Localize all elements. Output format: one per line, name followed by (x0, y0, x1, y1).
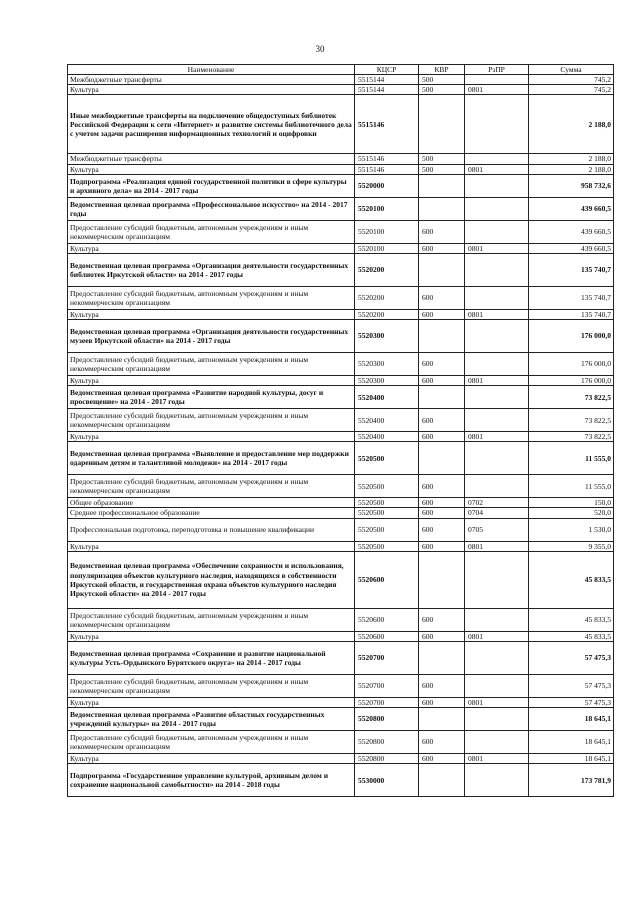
cell-rzpr (465, 608, 529, 631)
cell-kvr: 600 (419, 753, 465, 763)
column-header-name: Наименование (68, 65, 355, 75)
table-row (68, 475, 614, 498)
table-row (68, 697, 614, 707)
cell-kvr: 600 (419, 541, 465, 551)
cell-kvr (419, 551, 465, 608)
cell-kcsr: 5520100 (355, 243, 419, 253)
cell-name: Культура (68, 753, 355, 763)
table-row (68, 197, 614, 220)
cell-name: Иные межбюджетные трансферты на подключение общедоступных библиотек Российской Федерации к сети «Интернет» и развитие системы библиотечного дела с учетом задачи расширения информационных технологий и оцифровки (68, 95, 355, 154)
cell-kcsr: 5530000 (355, 764, 419, 797)
cell-name: Культура (68, 697, 355, 707)
cell-rzpr: 0801 (465, 243, 529, 253)
cell-kcsr: 5520500 (355, 518, 419, 541)
column-header-rzpr: РзПР (465, 65, 529, 75)
cell-kcsr: 5520700 (355, 674, 419, 697)
table-row (68, 764, 614, 797)
table-body (68, 75, 614, 797)
cell-sum: 2 188,0 (529, 164, 614, 174)
cell-kvr (419, 253, 465, 286)
cell-kvr: 500 (419, 75, 465, 85)
cell-sum: 135 740,7 (529, 309, 614, 319)
cell-kvr: 600 (419, 730, 465, 753)
table-row (68, 319, 614, 352)
cell-kvr: 600 (419, 518, 465, 541)
cell-rzpr: 0801 (465, 541, 529, 551)
cell-sum: 520,0 (529, 508, 614, 518)
cell-rzpr (465, 319, 529, 352)
cell-kcsr: 5520800 (355, 707, 419, 730)
cell-rzpr (465, 730, 529, 753)
cell-name: Ведомственная целевая программа «Развитие народной культуры, досуг и просвещение» на 2014 - 2017 годы (68, 386, 355, 409)
cell-kvr: 600 (419, 352, 465, 375)
cell-rzpr (465, 197, 529, 220)
table-row (68, 85, 614, 95)
cell-kvr: 600 (419, 608, 465, 631)
cell-sum: 135 740,7 (529, 253, 614, 286)
cell-rzpr (465, 442, 529, 475)
cell-sum: 2 188,0 (529, 95, 614, 154)
cell-name: Предоставление субсидий бюджетным, автономным учреждениям и иным некоммерческим организациям (68, 730, 355, 753)
table-row (68, 174, 614, 197)
cell-rzpr (465, 764, 529, 797)
cell-kvr: 500 (419, 164, 465, 174)
cell-kcsr: 5520600 (355, 551, 419, 608)
cell-sum: 11 555,0 (529, 475, 614, 498)
cell-sum: 45 833,5 (529, 631, 614, 641)
table-row (68, 243, 614, 253)
cell-sum: 45 833,5 (529, 551, 614, 608)
cell-name: Культура (68, 375, 355, 385)
cell-kvr (419, 319, 465, 352)
cell-name: Культура (68, 541, 355, 551)
table-header (68, 65, 614, 75)
cell-name: Ведомственная целевая программа «Организация деятельности государственных библиотек Иркутской области» на 2014 - 2017 годы (68, 253, 355, 286)
table-header-row (68, 65, 614, 75)
cell-kvr: 500 (419, 85, 465, 95)
table-row (68, 409, 614, 432)
cell-sum: 18 645,1 (529, 753, 614, 763)
cell-kcsr: 5520500 (355, 442, 419, 475)
cell-kvr: 600 (419, 508, 465, 518)
cell-kcsr: 5515146 (355, 95, 419, 154)
table-row (68, 541, 614, 551)
cell-kcsr: 5520800 (355, 730, 419, 753)
table-row (68, 753, 614, 763)
cell-kcsr: 5520200 (355, 309, 419, 319)
cell-sum: 2 188,0 (529, 154, 614, 164)
cell-kcsr: 5520400 (355, 409, 419, 432)
cell-kvr: 600 (419, 409, 465, 432)
cell-kvr: 600 (419, 475, 465, 498)
table-row (68, 432, 614, 442)
table-row (68, 164, 614, 174)
cell-name: Культура (68, 164, 355, 174)
column-header-sum: Сумма (529, 65, 614, 75)
cell-sum: 173 781,9 (529, 764, 614, 797)
cell-rzpr: 0801 (465, 432, 529, 442)
cell-sum: 1 530,0 (529, 518, 614, 541)
table-row (68, 730, 614, 753)
cell-rzpr (465, 551, 529, 608)
page-number: 30 (315, 44, 325, 54)
cell-name: Предоставление субсидий бюджетным, автономным учреждениям и иным некоммерческим организациям (68, 352, 355, 375)
cell-name: Предоставление субсидий бюджетным, автономным учреждениям и иным некоммерческим организациям (68, 286, 355, 309)
cell-kvr (419, 442, 465, 475)
cell-kcsr: 5520100 (355, 197, 419, 220)
cell-kcsr: 5515146 (355, 154, 419, 164)
cell-kvr (419, 197, 465, 220)
table-row (68, 352, 614, 375)
table-row (68, 508, 614, 518)
cell-kcsr: 5520100 (355, 220, 419, 243)
cell-kcsr: 5520400 (355, 432, 419, 442)
cell-rzpr (465, 154, 529, 164)
cell-kcsr: 5515146 (355, 164, 419, 174)
cell-rzpr (465, 707, 529, 730)
cell-sum: 958 732,6 (529, 174, 614, 197)
cell-sum: 18 645,1 (529, 730, 614, 753)
cell-kcsr: 5520600 (355, 631, 419, 641)
cell-kvr: 600 (419, 375, 465, 385)
cell-sum: 18 645,1 (529, 707, 614, 730)
cell-rzpr: 0801 (465, 753, 529, 763)
cell-rzpr (465, 174, 529, 197)
table-row (68, 641, 614, 674)
table-row (68, 498, 614, 508)
cell-sum: 745,2 (529, 85, 614, 95)
cell-kcsr: 5520200 (355, 286, 419, 309)
cell-sum: 73 822,5 (529, 432, 614, 442)
cell-rzpr (465, 475, 529, 498)
cell-sum: 150,0 (529, 498, 614, 508)
cell-rzpr: 0705 (465, 518, 529, 541)
table-row (68, 386, 614, 409)
cell-kcsr: 5520200 (355, 253, 419, 286)
cell-kcsr: 5520500 (355, 508, 419, 518)
cell-kcsr: 5520800 (355, 753, 419, 763)
cell-kvr: 600 (419, 432, 465, 442)
cell-rzpr: 0801 (465, 375, 529, 385)
budget-table (67, 64, 614, 797)
cell-rzpr (465, 386, 529, 409)
cell-kvr: 600 (419, 697, 465, 707)
cell-kvr: 600 (419, 286, 465, 309)
cell-sum: 73 822,5 (529, 409, 614, 432)
cell-sum: 11 555,0 (529, 442, 614, 475)
cell-kvr: 600 (419, 674, 465, 697)
cell-rzpr: 0801 (465, 309, 529, 319)
cell-rzpr (465, 674, 529, 697)
table-row (68, 707, 614, 730)
table-row (68, 286, 614, 309)
cell-name: Межбюджетные трансферты (68, 154, 355, 164)
cell-kcsr: 5520300 (355, 352, 419, 375)
cell-rzpr (465, 220, 529, 243)
cell-kvr (419, 386, 465, 409)
table-row (68, 608, 614, 631)
cell-sum: 176 000,0 (529, 319, 614, 352)
cell-rzpr (465, 352, 529, 375)
cell-kvr: 600 (419, 631, 465, 641)
cell-name: Ведомственная целевая программа «Развитие областных государственных учреждений культуры» на 2014 - 2017 годы (68, 707, 355, 730)
cell-sum: 176 000,0 (529, 352, 614, 375)
cell-kcsr: 5520500 (355, 541, 419, 551)
table-row (68, 518, 614, 541)
cell-name: Культура (68, 432, 355, 442)
cell-rzpr: 0801 (465, 85, 529, 95)
cell-name: Культура (68, 85, 355, 95)
cell-sum: 745,2 (529, 75, 614, 85)
cell-name: Предоставление субсидий бюджетным, автономным учреждениям и иным некоммерческим организациям (68, 409, 355, 432)
cell-kcsr: 5520300 (355, 375, 419, 385)
cell-kvr (419, 707, 465, 730)
cell-name: Культура (68, 309, 355, 319)
cell-name: Ведомственная целевая программа «Организация деятельности государственных музеев Иркутской области» на 2014 - 2017 годы (68, 319, 355, 352)
cell-kvr (419, 641, 465, 674)
cell-name: Ведомственная целевая программа «Сохранение и развитие национальной культуры Усть-Ордынского Бурятского округа» на 2014 - 2017 годы (68, 641, 355, 674)
cell-kvr: 600 (419, 498, 465, 508)
cell-kcsr: 5520500 (355, 498, 419, 508)
table-row (68, 631, 614, 641)
cell-rzpr (465, 95, 529, 154)
cell-sum: 439 660,5 (529, 220, 614, 243)
cell-sum: 9 355,0 (529, 541, 614, 551)
cell-rzpr (465, 641, 529, 674)
cell-name: Культура (68, 631, 355, 641)
cell-sum: 73 822,5 (529, 386, 614, 409)
cell-sum: 45 833,5 (529, 608, 614, 631)
cell-rzpr (465, 75, 529, 85)
cell-kcsr: 5515144 (355, 85, 419, 95)
cell-kvr: 600 (419, 243, 465, 253)
column-header-kvr: КВР (419, 65, 465, 75)
cell-kcsr: 5520700 (355, 641, 419, 674)
cell-rzpr: 0801 (465, 697, 529, 707)
cell-name: Среднее профессиональное образование (68, 508, 355, 518)
cell-name: Подпрограмма «Реализация единой государственной политики в сфере культуры и архивного дела» на 2014 - 2017 годы (68, 174, 355, 197)
table-row (68, 253, 614, 286)
table-row (68, 309, 614, 319)
table-row (68, 75, 614, 85)
cell-kvr: 600 (419, 309, 465, 319)
table-row (68, 551, 614, 608)
cell-kvr (419, 764, 465, 797)
cell-sum: 57 475,3 (529, 641, 614, 674)
cell-kvr (419, 174, 465, 197)
table-row (68, 220, 614, 243)
cell-sum: 176 000,0 (529, 375, 614, 385)
cell-kcsr: 5520300 (355, 319, 419, 352)
cell-name: Общее образование (68, 498, 355, 508)
cell-rzpr (465, 286, 529, 309)
cell-kcsr: 5515144 (355, 75, 419, 85)
cell-rzpr: 0704 (465, 508, 529, 518)
cell-name: Предоставление субсидий бюджетным, автономным учреждениям и иным некоммерческим организациям (68, 220, 355, 243)
cell-name: Ведомственная целевая программа «Профессиональное искусство» на 2014 - 2017 годы (68, 197, 355, 220)
cell-rzpr (465, 253, 529, 286)
cell-kcsr: 5520000 (355, 174, 419, 197)
cell-rzpr (465, 409, 529, 432)
table-row (68, 442, 614, 475)
table-row (68, 154, 614, 164)
cell-kcsr: 5520400 (355, 386, 419, 409)
cell-name: Культура (68, 243, 355, 253)
cell-sum: 439 660,5 (529, 243, 614, 253)
cell-name: Подпрограмма «Государственное управление культурой, архивным делом и сохранение национальной самобытности» на 2014 - 2018 годы (68, 764, 355, 797)
cell-sum: 135 740,7 (529, 286, 614, 309)
cell-name: Ведомственная целевая программа «Обеспечение сохранности и использования, популяризация объектов культурного наследия, находящихся в собственности Иркутской области, и государственная охрана объектов культурного наследия Иркутской области» на 2014 - 2017 годы (68, 551, 355, 608)
cell-name: Предоставление субсидий бюджетным, автономным учреждениям и иным некоммерческим организациям (68, 608, 355, 631)
cell-name: Предоставление субсидий бюджетным, автономным учреждениям и иным некоммерческим организациям (68, 674, 355, 697)
cell-kvr: 600 (419, 220, 465, 243)
table-row (68, 95, 614, 154)
cell-kcsr: 5520700 (355, 697, 419, 707)
cell-rzpr: 0801 (465, 164, 529, 174)
cell-rzpr: 0801 (465, 631, 529, 641)
cell-name: Ведомственная целевая программа «Выявление и предоставление мер поддержки одаренным детям и талантливой молодежи» на 2014 - 2017 годы (68, 442, 355, 475)
cell-kcsr: 5520600 (355, 608, 419, 631)
cell-name: Межбюджетные трансферты (68, 75, 355, 85)
cell-kvr: 500 (419, 154, 465, 164)
cell-sum: 439 660,5 (529, 197, 614, 220)
cell-sum: 57 475,3 (529, 674, 614, 697)
cell-kcsr: 5520500 (355, 475, 419, 498)
cell-name: Профессиональная подготовка, переподготовка и повышение квалификации (68, 518, 355, 541)
table-row (68, 375, 614, 385)
cell-rzpr: 0702 (465, 498, 529, 508)
cell-name: Предоставление субсидий бюджетным, автономным учреждениям и иным некоммерческим организациям (68, 475, 355, 498)
column-header-kcsr: КЦСР (355, 65, 419, 75)
cell-sum: 57 475,3 (529, 697, 614, 707)
cell-kvr (419, 95, 465, 154)
table-row (68, 674, 614, 697)
